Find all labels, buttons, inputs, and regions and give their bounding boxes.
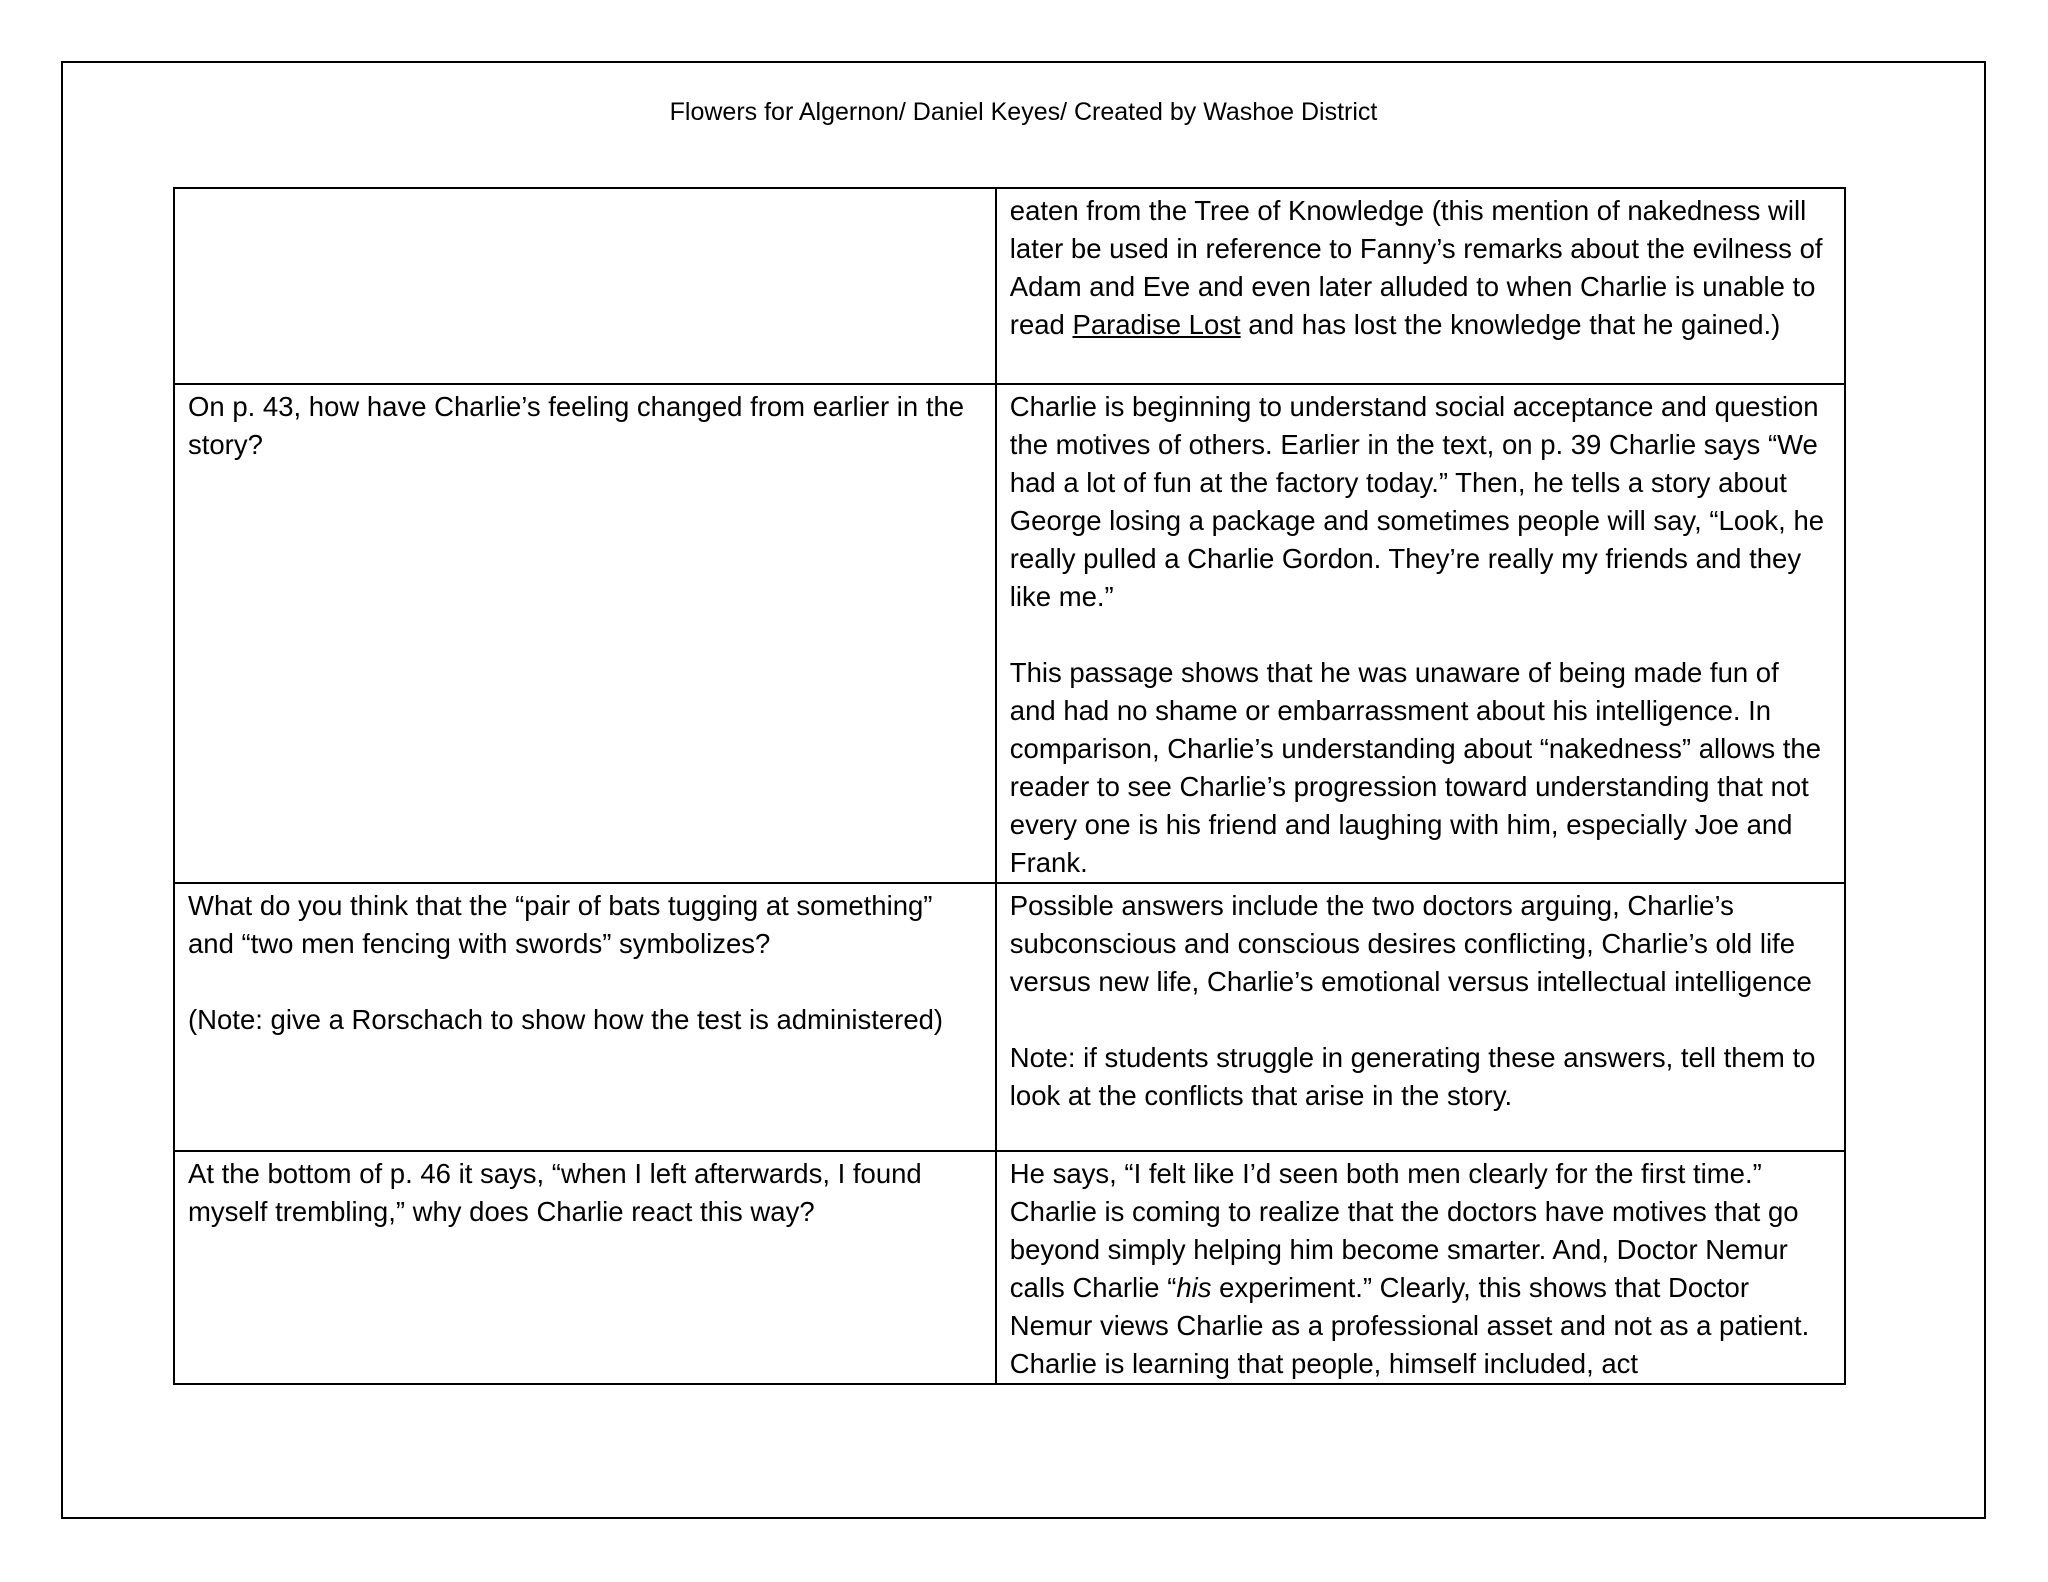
question-cell bbox=[174, 384, 996, 883]
question-text: At the bottom of p. 46 it says, “when I left afterwards, I found myself trembling,” why does Charlie react this way? bbox=[188, 1158, 922, 1227]
answer-paragraph: This passage shows that he was unaware of being made fun of and had no shame or embarrassment about his intelligence. In comparison, Charlie’s understanding about “nakedness” allows the reader to see Charlie’s progression toward understanding that not every one is his friend and laughing with him, especially Joe and Frank. bbox=[1009, 657, 1822, 878]
question-note: (Note: give a Rorschach to show how the test is administered) bbox=[188, 1004, 944, 1035]
table-row bbox=[174, 1151, 1845, 1384]
answer-text: experiment.” Clearly, this shows that Doctor Nemur views Charlie as a professional asset and not as a patient. Charlie is learning that people, himself included, act bbox=[1009, 1272, 1810, 1379]
table-row bbox=[174, 384, 1845, 883]
question-cell bbox=[174, 883, 996, 1151]
question-answer-table bbox=[173, 187, 1846, 1385]
answer-paragraph: Possible answers include the two doctors arguing, Charlie’s subconscious and conscious desires conflicting, Charlie’s old life versus new life, Charlie’s emotional versus intellectual intelligence bbox=[1009, 890, 1812, 997]
question-text: What do you think that the “pair of bats tugging at something” and “two men fencing with swords” symbolizes? bbox=[188, 890, 933, 959]
answer-text: and has lost the knowledge that he gained.) bbox=[1240, 309, 1781, 340]
table-row bbox=[174, 188, 1845, 384]
emphasis-text: his bbox=[1176, 1272, 1212, 1303]
page-frame bbox=[61, 61, 1986, 1519]
book-title: Paradise Lost bbox=[1072, 309, 1241, 340]
answer-cell bbox=[996, 188, 1845, 384]
answer-paragraph: Note: if students struggle in generating these answers, tell them to look at the conflicts that arise in the story. bbox=[1009, 1042, 1816, 1111]
question-cell bbox=[174, 1151, 996, 1384]
question-cell bbox=[174, 188, 996, 384]
answer-text: He says, “I felt like I’d seen both men clearly for the first time.” Charlie is coming to realize that the doctors have motives that go beyond simply helping him become smarter. And, Doctor Nemur calls Charlie “ bbox=[1009, 1158, 1799, 1303]
table-row bbox=[174, 883, 1845, 1151]
answer-cell bbox=[996, 1151, 1845, 1384]
answer-text: eaten from the Tree of Knowledge (this mention of nakedness will later be used in reference to Fanny’s remarks about the evilness of Adam and Eve and even later alluded to when Charlie is unable to read bbox=[1009, 195, 1823, 340]
answer-cell bbox=[996, 384, 1845, 883]
answer-cell bbox=[996, 883, 1845, 1151]
answer-paragraph: Charlie is beginning to understand social acceptance and question the motives of others. Earlier in the text, on p. 39 Charlie says “We had a lot of fun at the factory today.” Then, he tells a story about George losing a package and sometimes people will say, “Look, he really pulled a Charlie Gordon. They’re really my friends and they like me.” bbox=[1009, 391, 1825, 612]
question-text: On p. 43, how have Charlie’s feeling changed from earlier in the story? bbox=[188, 391, 965, 460]
page-header: Flowers for Algernon/ Daniel Keyes/ Created by Washoe District bbox=[669, 98, 1378, 126]
